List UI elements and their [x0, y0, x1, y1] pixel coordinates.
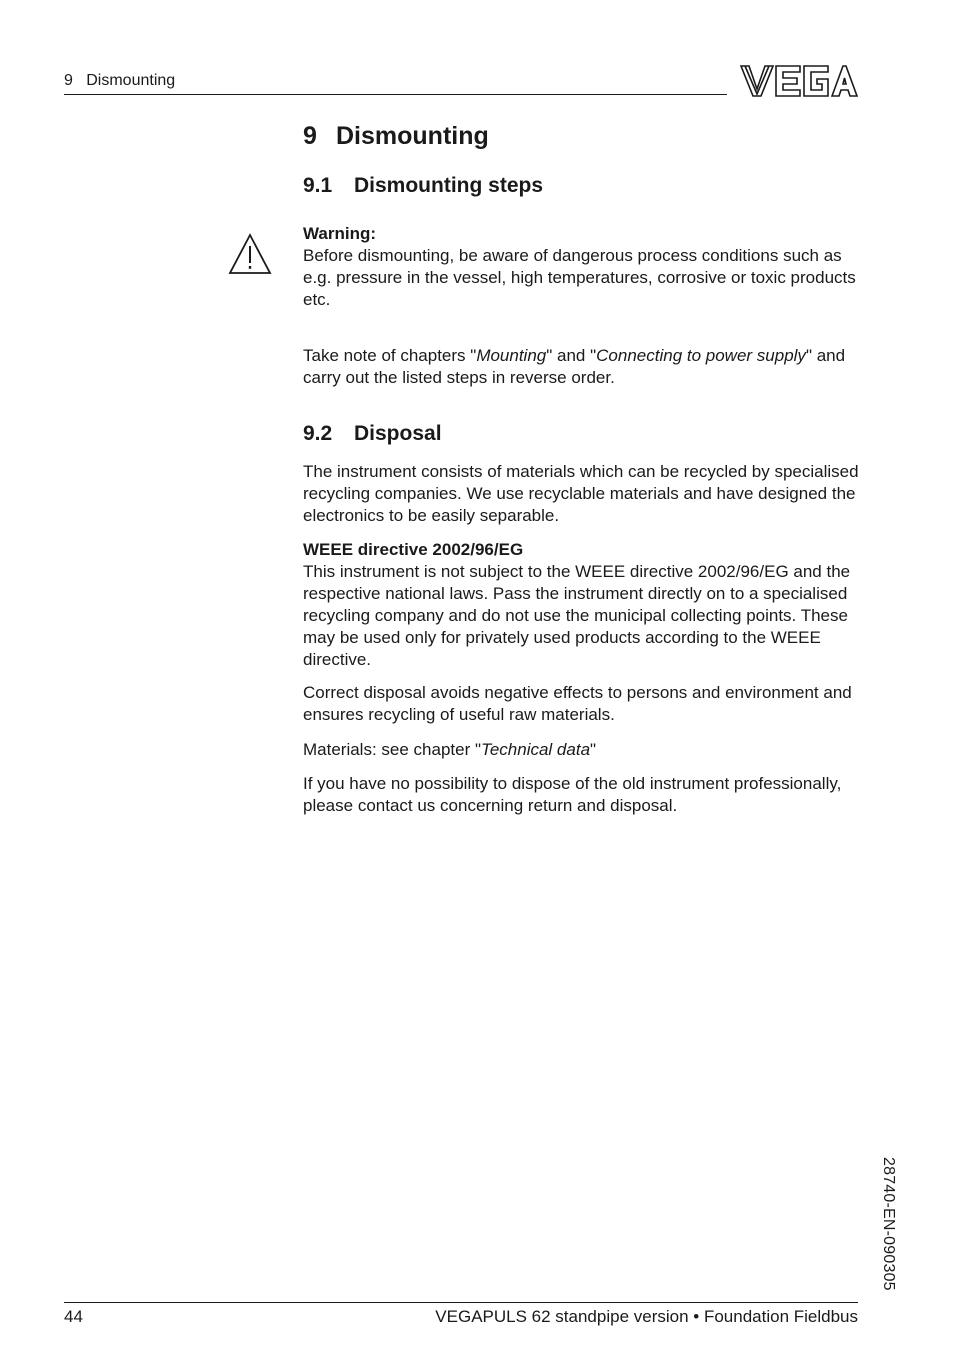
materials-ref-technical-data: Technical data — [481, 740, 591, 759]
note-ref-power-supply: Connecting to power supply — [596, 346, 806, 365]
note-text-1: Take note of chapters " — [303, 346, 477, 365]
warning-block — [303, 223, 859, 311]
weee-text: This instrument is not subject to the WEEE directive 2002/96/EG and the respective national laws. Pass the instrument directly on to a specialised recycling company and do not use the municipal collecting points. These may be used only for privately used products according to the WEEE directive. — [303, 562, 851, 669]
section-number: 9.1 — [303, 174, 333, 197]
weee-block — [303, 539, 859, 671]
dismounting-note — [303, 345, 859, 389]
section-number: 9.2 — [303, 422, 333, 445]
document-code: 28740-EN-090305 — [880, 1157, 897, 1291]
page-number: 44 — [64, 1307, 83, 1326]
dismounting-note-text — [303, 345, 859, 389]
disposal-paragraph-2 — [303, 682, 859, 726]
note-ref-mounting: Mounting — [476, 346, 547, 365]
section-title-text: Dismounting steps — [354, 174, 544, 197]
materials-suffix: " — [590, 740, 597, 759]
disposal-paragraph-3 — [303, 773, 859, 817]
running-header: 9 Dismounting — [64, 72, 176, 89]
chapter-title-text: Dismounting — [336, 122, 489, 150]
section-title-dismounting-steps — [303, 174, 543, 198]
section-title-text: Disposal — [354, 422, 442, 445]
chapter-title — [303, 122, 489, 151]
disposal-contact-text: If you have no possibility to dispose of the old instrument professionally, please contact us concerning return and disposal. — [303, 774, 842, 815]
warning-triangle-icon — [228, 233, 272, 275]
warning-text: Before dismounting, be aware of dangerous process conditions such as e.g. pressure in the vessel, high temperatures, corrosive or toxic products etc. — [303, 246, 856, 309]
materials-text — [303, 739, 859, 761]
materials-prefix: Materials: see chapter " — [303, 740, 482, 759]
disposal-paragraph-1 — [303, 461, 859, 527]
section-title-disposal — [303, 422, 442, 446]
note-text-3: " and carry out the listed steps in reverse order. — [303, 346, 846, 387]
weee-heading: WEEE directive 2002/96/EG — [303, 540, 524, 559]
footer-doc-title: VEGAPULS 62 standpipe version • Foundation Fieldbus — [435, 1307, 858, 1326]
vega-logo — [740, 64, 858, 98]
materials-line — [303, 739, 859, 761]
note-text-2: " and " — [546, 346, 597, 365]
header-rule — [64, 94, 727, 95]
disposal-effects-text: Correct disposal avoids negative effects to persons and environment and ensures recycling of useful raw materials. — [303, 683, 852, 724]
disposal-intro-text: The instrument consists of materials which can be recycled by specialised recycling companies. We use recyclable materials and have designed the electronics to be easily separable. — [303, 462, 859, 525]
warning-label: Warning: — [303, 224, 377, 243]
footer-rule — [64, 1302, 858, 1303]
chapter-number: 9 — [303, 122, 317, 150]
